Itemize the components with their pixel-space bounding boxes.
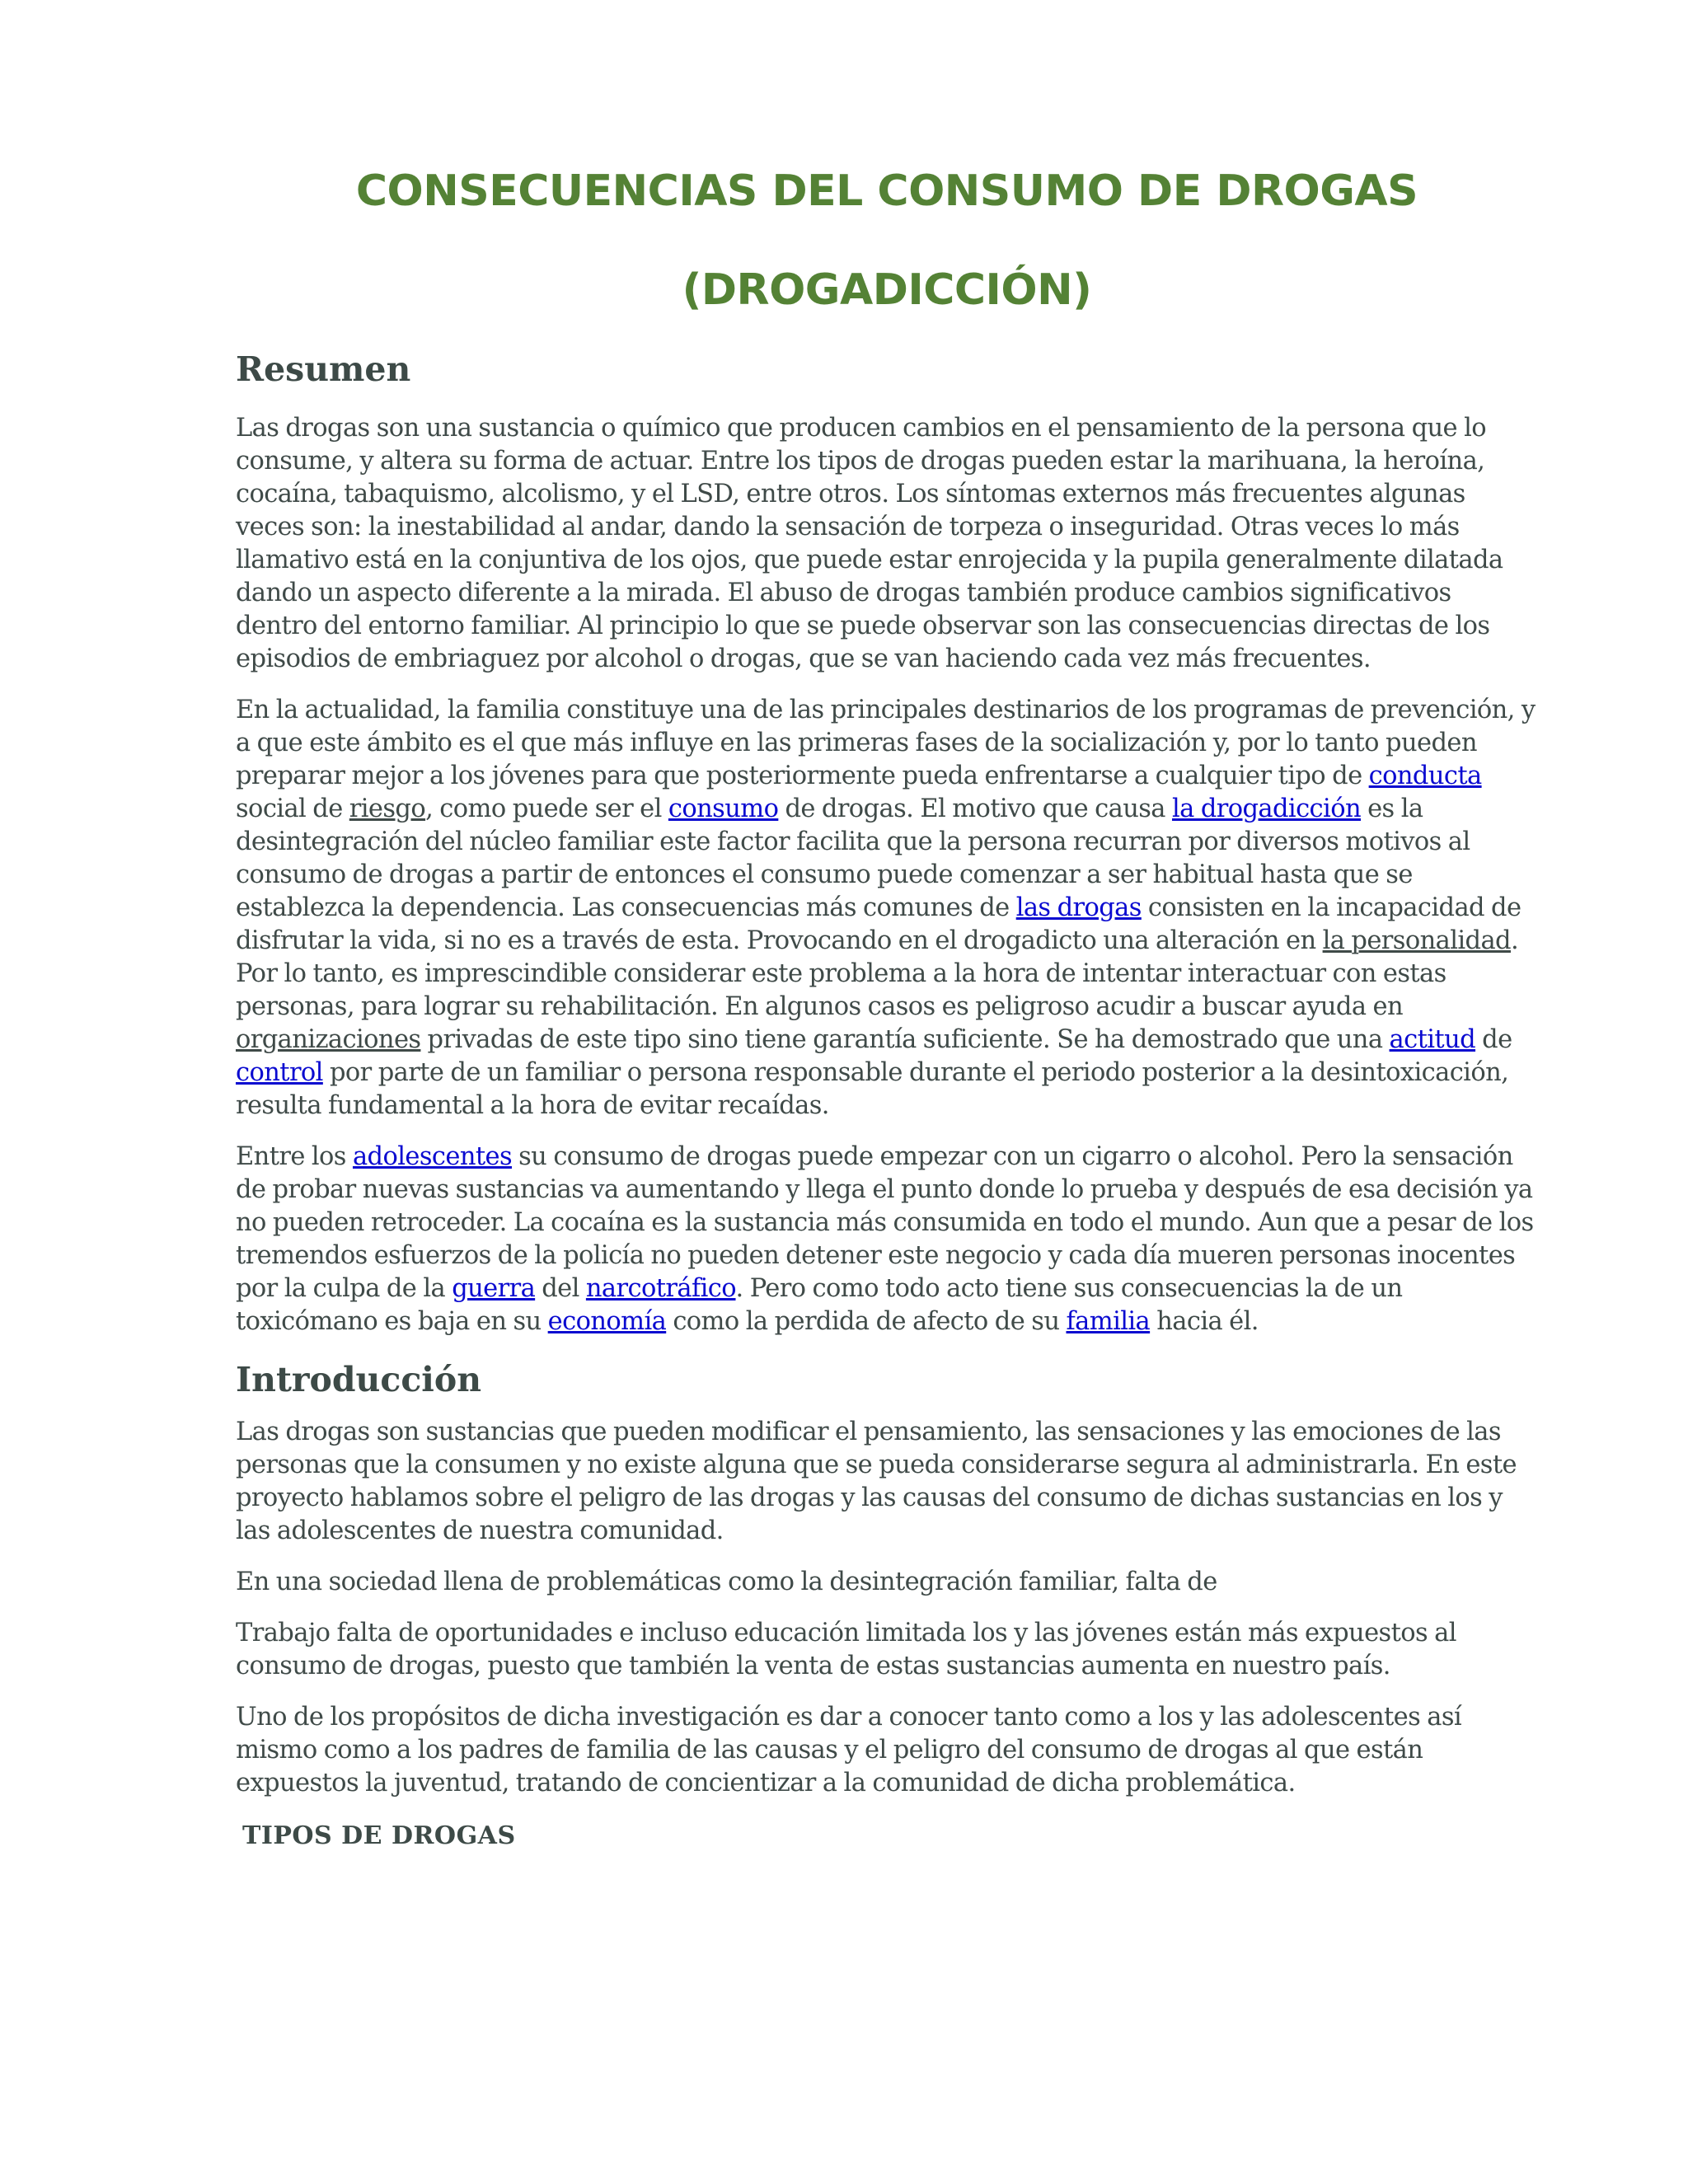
link-narcotrafico[interactable]: narcotráfico [585,1274,736,1303]
text-run: Entre los [236,1142,353,1171]
text-run: En la actualidad, la familia constituye una de las principales destinarios de los programas de prevención, y a que este ámbito es el que más influye en las primeras fases de la socialización y, por lo tanto pueden preparar mejor a los jóvenes para que posteriormente pueda enfrentarse a cualquier tipo de [236,696,1536,790]
section-heading-introduccion: Introducción [236,1360,482,1399]
text-run: consisten en la incapacidad de disfrutar la vida, si no es a través de esta. Provocando en el drogadicto una alteración en [236,893,1522,955]
text-run: por parte de un familiar o persona responsable durante el periodo posterior a la desintoxicación, resulta fundamental a la hora de evitar recaídas. [236,1058,1509,1120]
introduccion-paragraph-4: Uno de los propósitos de dicha investigación es dar a conocer tanto como a los y las adolescentes así mismo como a los padres de familia de las causas y el peligro del consumo de drogas al que están expuestos la juventud, tratando de concientizar a la comunidad de dicha problemática. [236,1703,1462,1797]
text-run: de drogas. El motivo que causa [778,794,1172,823]
link-organizaciones[interactable]: organizaciones [236,1025,421,1054]
link-familia[interactable]: familia [1066,1307,1151,1336]
text-run: . Pero como todo acto tiene sus consecuencias la de un toxicómano es baja en su [236,1274,1403,1336]
resumen-paragraph-1: Las drogas son una sustancia o químico que producen cambios en el pensamiento de la persona que lo consume, y altera su forma de actuar. Entre los tipos de drogas pueden estar la marihuana, la heroína, cocaína, tabaquismo, alcolismo, y el LSD, entre otros. Los síntomas externos más frecuentes algunas veces son: la inestabilidad al andar, dando la sensación de torpeza o inseguridad. Otras veces lo más llamativo está en la conjuntiva de los ojos, que puede estar enrojecida y la pupila generalmente dilatada dando un aspecto diferente a la mirada. El abuso de drogas también produce cambios significativos dentro del entorno familiar. Al principio lo que se puede observar son las consecuencias directas de los episodios de embriaguez por alcohol o drogas, que se van haciendo cada vez más frecuentes. [236,414,1503,673]
link-las-drogas[interactable]: las drogas [1015,893,1142,922]
text-run: como la perdida de afecto de su [666,1307,1067,1336]
resumen-paragraph-2 [236,694,1538,1122]
link-adolescentes[interactable]: adolescentes [352,1142,513,1171]
text-run: es la desintegración del núcleo familiar este factor facilita que la persona recurran por diversos motivos al consumo de drogas a partir de entonces el consumo puede comenzar a ser habitual hasta que se establezca la dependencia. Las consecuencias más comunes de [236,794,1470,922]
text-run: . Por lo tanto, es imprescindible considerar este problema a la hora de intentar interactuar con estas personas, para lograr su rehabilitación. En algunos casos es peligroso acudir a buscar ayuda en [236,926,1519,1021]
text-run: del [535,1274,586,1303]
link-consumo[interactable]: consumo [668,794,779,823]
text-run: privadas de este tipo sino tiene garantía suficiente. Se ha demostrado que una [420,1025,1390,1054]
link-la-drogadiccion[interactable]: la drogadicción [1171,794,1361,823]
link-control[interactable]: control [236,1058,323,1087]
introduccion-paragraph-3: Trabajo falta de oportunidades e incluso educación limitada los y las jóvenes están más expuestos al consumo de drogas, puesto que también la venta de estas sustancias aumenta en nuestro país. [236,1619,1456,1680]
text-run: su consumo de drogas puede empezar con un cigarro o alcohol. Pero la sensación de probar nuevas sustancias va aumentando y llega el punto donde lo prueba y después de esa decisión ya no pueden retroceder. La cocaína es la sustancia más consumida en todo el mundo. Aun que a pesar de los tremendos esfuerzos de la policía no pueden detener este negocio y cada día mueren personas inocentes por la culpa de la [236,1142,1534,1303]
link-guerra[interactable]: guerra [452,1274,536,1303]
link-riesgo[interactable]: riesgo [349,794,426,823]
document-title-line-1: CONSECUENCIAS DEL CONSUMO DE DROGAS [355,166,1418,216]
resumen-paragraph-3 [236,1141,1538,1338]
section-heading-resumen: Resumen [236,349,411,389]
text-run: de [1475,1025,1512,1054]
text-run: social de [236,794,349,823]
link-conducta[interactable]: conducta [1368,762,1482,790]
introduccion-paragraph-1: Las drogas son sustancias que pueden modificar el pensamiento, las sensaciones y las emociones de las personas que la consumen y no existe alguna que se pueda considerarse segura al administrarla. En este proyecto hablamos sobre el peligro de las drogas y las causas del consumo de dichas sustancias en los y las adolescentes de nuestra comunidad. [236,1418,1517,1545]
link-actitud[interactable]: actitud [1389,1025,1476,1054]
document-title-line-2: (DROGADICCIÓN) [682,265,1092,315]
introduccion-paragraph-2: En una sociedad llena de problemáticas como la desintegración familiar, falta de [236,1568,1217,1596]
section-heading-tipos-de-drogas: TIPOS DE DROGAS [242,1821,516,1850]
link-la-personalidad[interactable]: la personalidad [1322,926,1511,955]
text-run: hacia él. [1150,1307,1259,1336]
text-run: , como puede ser el [425,794,668,823]
link-economia[interactable]: economía [547,1307,667,1336]
document-page [236,0,1538,1854]
